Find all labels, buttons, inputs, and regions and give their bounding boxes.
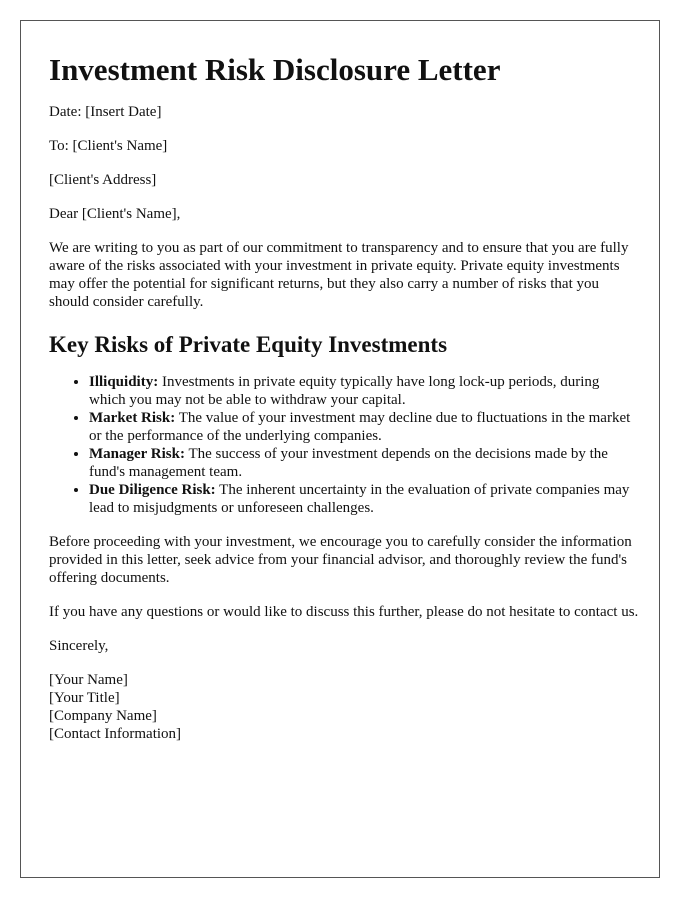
risk-description: The inherent uncertainty in the evaluation of private companies may lead to misjudgments or unforeseen challenges. — [89, 482, 630, 516]
intro-paragraph: We are writing to you as part of our commitment to transparency and to ensure that you are fully aware of the risks associated with your investment in private equity. Private equity investments may offer the potential for significant returns, but they also carry a number of risks that you should consider carefully. — [49, 240, 629, 310]
closing: Sincerely, — [49, 638, 109, 654]
risk-item-manager — [89, 445, 639, 481]
date-line: Date: [Insert Date] — [49, 104, 162, 120]
risk-description: The value of your investment may decline due to fluctuations in the market or the performance of the underlying companies. — [89, 410, 631, 444]
risks-list — [49, 373, 639, 517]
risk-item-market — [89, 409, 639, 445]
risk-item-illiquidity — [89, 373, 639, 409]
risks-heading: Key Risks of Private Equity Investments — [49, 332, 448, 357]
risk-description: Investments in private equity typically have long lock-up periods, during which you may not be able to withdraw your capital. — [89, 374, 600, 408]
signature-title: [Your Title] — [49, 690, 120, 706]
risk-term: Illiquidity: — [89, 374, 159, 390]
letter-content — [49, 51, 639, 743]
signature-contact: [Contact Information] — [49, 726, 182, 742]
salutation: Dear [Client's Name], — [49, 206, 181, 222]
letter-page — [20, 20, 660, 878]
recipient-line: To: [Client's Name] — [49, 138, 168, 154]
risk-item-due-diligence — [89, 481, 639, 517]
advice-paragraph: Before proceeding with your investment, we encourage you to carefully consider the information provided in this letter, seek advice from your financial advisor, and thoroughly review the fund's offering documents. — [49, 534, 632, 586]
risk-term: Manager Risk: — [89, 446, 185, 462]
signature-block — [49, 671, 639, 743]
risk-term: Due Diligence Risk: — [89, 482, 216, 498]
questions-paragraph: If you have any questions or would like to discuss this further, please do not hesitate to contact us. — [49, 604, 639, 620]
risk-term: Market Risk: — [89, 410, 176, 426]
letter-title: Investment Risk Disclosure Letter — [49, 52, 501, 87]
signature-name: [Your Name] — [49, 672, 128, 688]
recipient-address: [Client's Address] — [49, 172, 157, 188]
signature-company: [Company Name] — [49, 708, 157, 724]
risk-description: The success of your investment depends on the decisions made by the fund's management team. — [89, 446, 608, 480]
